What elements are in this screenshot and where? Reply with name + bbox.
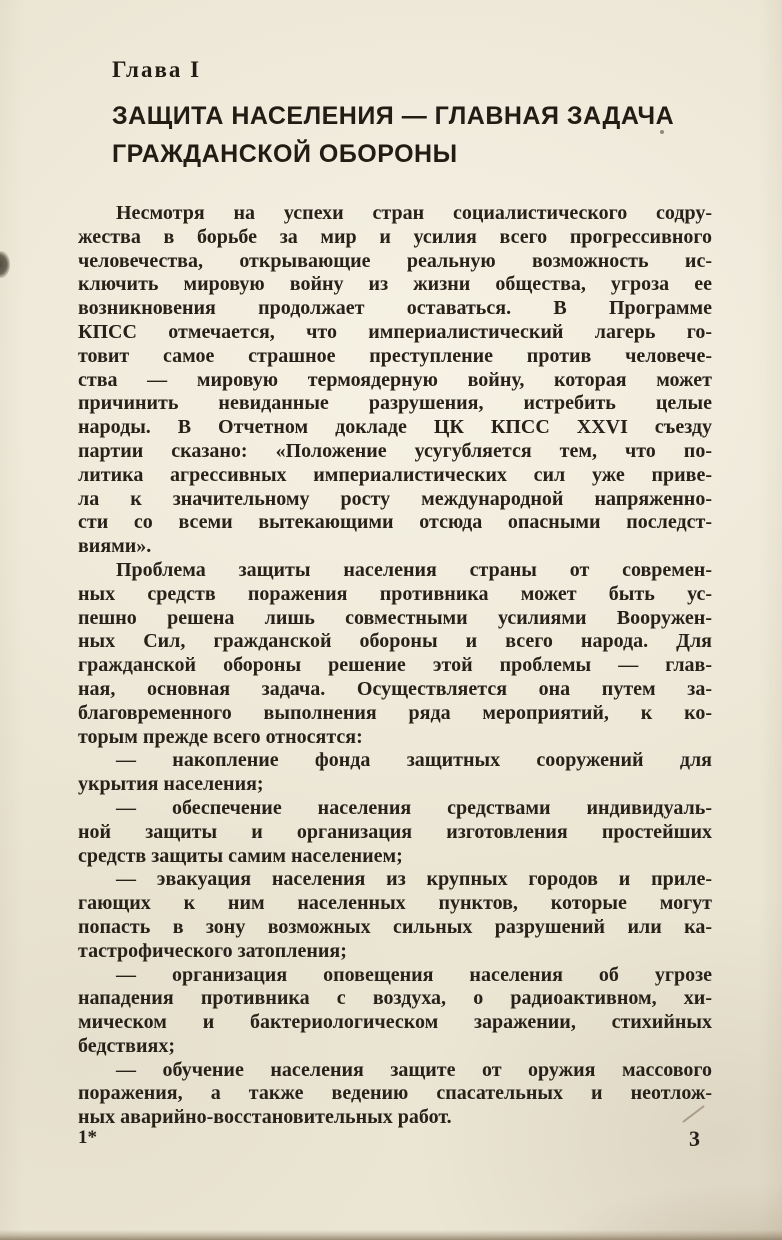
text-line: КПСС отмечается, что империалистический лагерь го-: [78, 320, 712, 343]
text-line: ла к значительному росту международной напряженно-: [78, 487, 712, 510]
text-line: благовременного выполнения ряда мероприятий, к ко-: [78, 701, 712, 724]
text-line: причинить невиданные разрушения, истребить целые: [78, 392, 712, 415]
text-line: укрытия населения;: [78, 773, 264, 796]
page-title-line-1: ЗАЩИТА НАСЕЛЕНИЯ — ГЛАВНАЯ ЗАДАЧА: [112, 102, 675, 130]
text-line: средств защиты самим населением;: [78, 844, 403, 867]
text-line: партии сказано: «Положение усугубляется тем, что по-: [78, 439, 712, 462]
text-line: жества в борьбе за мир и усилия всего прогрессивного: [78, 225, 712, 248]
chapter-label: Глава I: [112, 57, 202, 82]
signature-mark: 1*: [78, 1127, 97, 1148]
text-line: нападения противника с воздуха, о радиоактивном, хи-: [78, 987, 712, 1010]
text-line: мическом и бактериологическом заражении, стихийных: [78, 1011, 712, 1034]
text-line: торым прежде всего относятся:: [78, 725, 363, 748]
scan-artifact-bottom-edge: [0, 1230, 782, 1240]
body-text: [78, 202, 712, 1130]
text-line: — эвакуация населения из крупных городов и приле-: [116, 868, 712, 891]
text-line: гающих к ним населенных пунктов, которые могут: [78, 892, 712, 915]
scan-artifact-speck: [660, 130, 664, 134]
text-line: литика агрессивных империалистических сил уже приве-: [78, 463, 712, 486]
text-line: человечества, открывающие реальную возможность ис-: [78, 249, 712, 272]
text-line: народы. В Отчетном докладе ЦК КПСС XXVI съезду: [78, 416, 712, 439]
text-line: пешно решена лишь совместными усилиями Вооружен-: [78, 606, 712, 629]
text-line: тастрофического затопления;: [78, 939, 347, 962]
text-line: — обеспечение населения средствами индивидуаль-: [116, 796, 712, 819]
text-line: попасть в зону возможных сильных разрушений или ка-: [78, 915, 712, 938]
text-line: ной защиты и организация изготовления простейших: [78, 820, 712, 843]
text-line: ных Сил, гражданской обороны и всего народа. Для: [78, 630, 712, 653]
text-line: Несмотря на успехи стран социалистического содру-: [116, 202, 712, 224]
text-line: возникновения продолжает оставаться. В Программе: [78, 297, 712, 320]
text-line: — организация оповещения населения об угрозе: [116, 963, 712, 986]
text-line: гражданской обороны решение этой проблемы — глав-: [78, 654, 712, 677]
page-title: [112, 97, 732, 173]
page-number: 3: [689, 1126, 700, 1151]
text-line: ных аварийно-восстановительных работ.: [78, 1106, 452, 1129]
text-line: — накопление фонда защитных сооружений для: [116, 749, 712, 772]
text-line: ства — мировую термоядерную войну, которая может: [78, 368, 712, 391]
text-line: ключить мировую войну из жизни общества, угроза ее: [78, 273, 712, 296]
text-line: поражения, а также ведению спасательных и неотлож-: [78, 1082, 712, 1105]
text-line: сти со всеми вытекающими отсюда опасными последст-: [78, 511, 712, 534]
text-line: товит самое страшное преступление против человече-: [78, 344, 712, 367]
text-line: виями».: [78, 535, 152, 558]
text-line: ная, основная задача. Осуществляется она путем за-: [78, 677, 712, 700]
text-line: бедствиях;: [78, 1034, 175, 1057]
page-title-line-2: ГРАЖДАНСКОЙ ОБОРОНЫ: [112, 140, 458, 168]
text-line: Проблема защиты населения страны от современ-: [116, 558, 712, 581]
text-line: — обучение населения защите от оружия массового: [116, 1058, 712, 1081]
scan-artifact-left-blob: [0, 251, 10, 278]
text-line: ных средств поражения противника может быть ус-: [78, 582, 712, 605]
